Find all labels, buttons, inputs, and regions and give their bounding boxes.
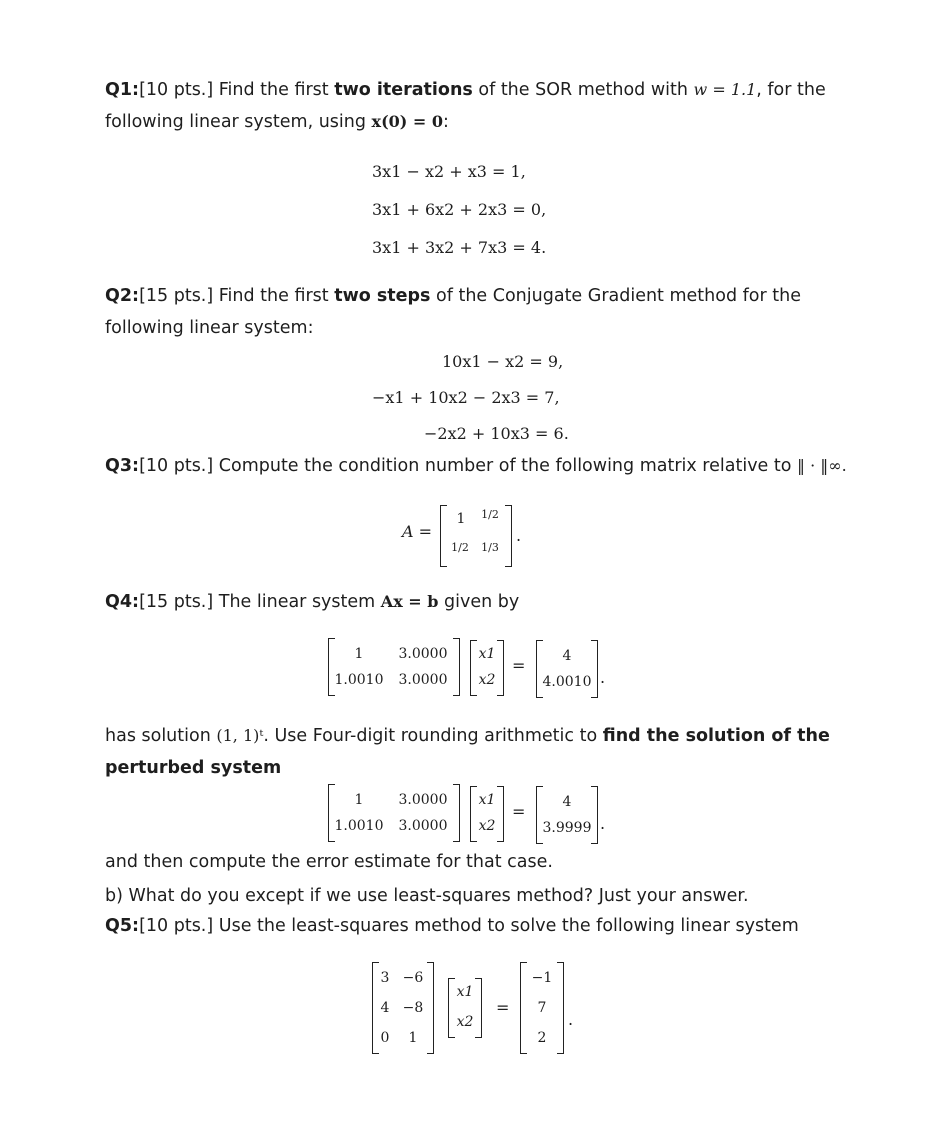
q5-vector-x <box>448 978 482 1038</box>
q1-text-c: , for the <box>756 80 826 100</box>
q5-a21: 4 <box>380 1000 390 1016</box>
q3-a12: 1/2 <box>481 508 499 521</box>
q1-line2 <box>105 112 449 132</box>
q5-period: . <box>568 1010 574 1029</box>
q2-equation-1: 10x1 − x2 = 9, <box>442 352 564 371</box>
q3-matrix-lhs: A = <box>402 522 433 541</box>
q4-s1-a21: 1.0010 <box>334 672 384 688</box>
q4-bold-perturbed: perturbed system <box>105 758 282 778</box>
q5-label: Q5: <box>105 916 140 936</box>
q1-colon: : <box>443 112 449 132</box>
q1-initial-vector: x(0) = 0 <box>371 112 444 131</box>
q1-line1 <box>105 80 826 100</box>
q4-s1-a11: 1 <box>354 646 364 662</box>
q5-a22: −8 <box>402 1000 424 1016</box>
q4-s1-a12: 3.0000 <box>398 646 448 662</box>
q2-points: [15 pts.] <box>139 286 214 306</box>
q3-norm: ‖ · ‖∞. <box>797 456 847 475</box>
q4-line-has <box>105 726 830 746</box>
q4-s2-a11: 1 <box>354 792 364 808</box>
q5-matrix-A <box>372 962 434 1054</box>
q3-points: [10 pts.] <box>139 456 214 476</box>
q3-a21: 1/2 <box>451 541 469 554</box>
q2-equation-2: −x1 + 10x2 − 2x3 = 7, <box>372 388 560 407</box>
q5-b2: 7 <box>537 1000 547 1016</box>
q4-s2-equals: = <box>512 802 526 821</box>
q4-points: [15 pts.] <box>139 592 214 612</box>
q4-s2-x1: x1 <box>478 792 496 808</box>
q1-text-b: of the SOR method with <box>472 80 694 100</box>
q4-s1-x2: x2 <box>478 672 496 688</box>
q5-equals: = <box>496 998 510 1017</box>
q4-s2-a22: 3.0000 <box>398 818 448 834</box>
q1-bold-iterations: two iterations <box>334 80 473 100</box>
q2-label: Q2: <box>105 286 140 306</box>
q5-x2: x2 <box>456 1014 474 1030</box>
q4-text-b: given by <box>438 592 520 612</box>
q4-s1-b1: 4 <box>562 648 572 664</box>
q5-a11: 3 <box>380 970 390 986</box>
q4-s1-equals: = <box>512 656 526 675</box>
q4-system2-x <box>470 786 504 842</box>
q1-equation-3: 3x1 + 3x2 + 7x3 = 4. <box>372 238 547 257</box>
q5-a32: 1 <box>408 1030 418 1046</box>
q4-line-after: and then compute the error estimate for that case. <box>105 852 553 872</box>
q4-system1-x <box>470 640 504 696</box>
q4-part-b: b) What do you except if we use least-squares method? Just your answer. <box>105 886 749 906</box>
q4-system1-b <box>536 640 598 698</box>
q4-bold-find: find the solution of the <box>602 726 830 746</box>
q4-system2-b <box>536 786 598 844</box>
q1-line2-text: following linear system, using <box>105 112 372 132</box>
q5-text: Use the least-squares method to solve the following linear system <box>213 916 799 936</box>
q1-text: Find the first <box>213 80 335 100</box>
q4-s2-period: . <box>600 814 606 833</box>
q4-line1 <box>105 592 519 612</box>
q4-system2-matrix <box>328 784 460 842</box>
q5-points: [10 pts.] <box>139 916 214 936</box>
q3-label: Q3: <box>105 456 140 476</box>
q4-s2-b2: 3.9999 <box>542 820 592 836</box>
q4-solution: (1, 1)ᵗ <box>216 726 264 745</box>
q3-a11: 1 <box>456 511 466 527</box>
q3-line1 <box>105 456 847 476</box>
q5-b1: −1 <box>531 970 553 986</box>
q5-a31: 0 <box>380 1030 390 1046</box>
q4-s2-a12: 3.0000 <box>398 792 448 808</box>
q4-has-text-b: . Use Four-digit rounding arithmetic to <box>263 726 603 746</box>
q2-equation-3: −2x2 + 10x3 = 6. <box>424 424 569 443</box>
q4-s1-a22: 3.0000 <box>398 672 448 688</box>
q4-has-text: has solution <box>105 726 217 746</box>
q4-s2-b1: 4 <box>562 794 572 810</box>
q3-trail: . <box>516 526 522 545</box>
q2-line2: following linear system: <box>105 318 314 338</box>
q5-x1: x1 <box>456 984 474 1000</box>
q4-s2-a21: 1.0010 <box>334 818 384 834</box>
q3-matrix <box>440 505 512 567</box>
q1-label: Q1: <box>105 80 140 100</box>
q5-vector-b <box>520 962 564 1054</box>
q4-label: Q4: <box>105 592 140 612</box>
q5-line1 <box>105 916 799 936</box>
q2-text-b: of the Conjugate Gradient method for the <box>430 286 801 306</box>
q3-a22: 1/3 <box>481 541 499 554</box>
q1-equation-1: 3x1 − x2 + x3 = 1, <box>372 162 526 181</box>
q1-omega: w = 1.1 <box>693 80 757 99</box>
q2-text: Find the first <box>213 286 335 306</box>
q2-bold-steps: two steps <box>334 286 431 306</box>
q1-points: [10 pts.] <box>139 80 214 100</box>
q4-ax-b: Ax = b <box>380 592 439 611</box>
q2-line1 <box>105 286 801 306</box>
q4-system1-matrix <box>328 638 460 696</box>
q4-s2-x2: x2 <box>478 818 496 834</box>
q1-equation-2: 3x1 + 6x2 + 2x3 = 0, <box>372 200 547 219</box>
q4-s1-b2: 4.0010 <box>542 674 592 690</box>
q3-text: Compute the condition number of the following matrix relative to <box>213 456 798 476</box>
q5-b3: 2 <box>537 1030 547 1046</box>
q4-text: The linear system <box>213 592 381 612</box>
q5-a12: −6 <box>402 970 424 986</box>
q4-s1-period: . <box>600 668 606 687</box>
q4-s1-x1: x1 <box>478 646 496 662</box>
